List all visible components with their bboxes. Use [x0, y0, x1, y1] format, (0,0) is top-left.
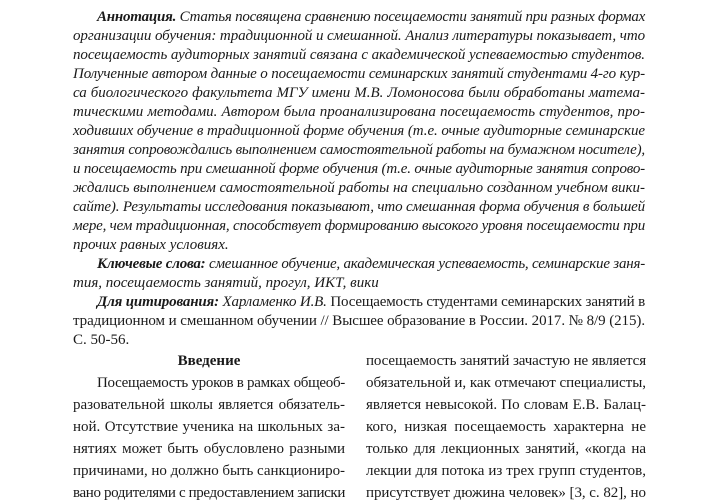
body-line: посещаемость занятий зачастую не является	[366, 353, 646, 369]
body-line: причинами, но должно быть санкциониро-	[73, 463, 345, 479]
body-line: кого, низкая посещаемость характерна не	[366, 419, 646, 435]
intro-right-column	[366, 350, 646, 504]
section-heading: Введение	[177, 353, 241, 369]
abstract-line: организации обучения: традиционной и смешанной. Анализ литературы показывает, что	[73, 28, 645, 44]
abstract-line: Полученные автором данные о посещаемости семинарских занятий студентами 4-го кур-	[73, 66, 645, 82]
keywords	[73, 255, 645, 293]
citation-author: Харламенко И.В.	[222, 294, 327, 310]
body-line: лекции для потока из трех групп студентов,	[366, 463, 646, 479]
abstract-line: ждались выполнением самостоятельной работы на специально созданном учебном вики-	[73, 180, 645, 196]
abstract-label: Аннотация.	[97, 9, 177, 25]
citation-line: Для цитирования: Харламенко И.В. Посещаемость студентами семинарских занятий в	[97, 294, 646, 310]
abstract-line: сайте). Результаты исследования показывают, что смешанная форма обучения в большей	[73, 199, 645, 215]
abstract-line: са биологического факультета МГУ имени М.В. Ломоносова были обработаны матема-	[73, 85, 645, 101]
citation	[73, 293, 645, 350]
abstract	[73, 8, 645, 350]
abstract-line: прочих равных условиях.	[73, 237, 229, 253]
abstract-line: тическими методами. Автором была проанализирована посещаемость студентов, про-	[73, 104, 645, 120]
abstract-line: занятия сопровождались выполнением самостоятельной работы на бумажном носителе),	[73, 142, 645, 158]
citation-line: С. 50-56.	[73, 332, 130, 348]
body-line: Посещаемость уроков в рамках общеоб-	[97, 375, 346, 391]
citation-label: Для цитирования:	[97, 294, 219, 310]
abstract-line: Аннотация. Статья посвящена сравнению посещаемости занятий при разных формах	[97, 9, 646, 25]
body-line: является невысокой. По словам Е.В. Балац-	[366, 397, 646, 413]
keywords-line: тия, посещаемость занятий, прогул, ИКТ, вики	[73, 275, 379, 291]
abstract-line: и посещаемость при смешанной форме обучения (т.е. очные аудиторные занятия сопрово-	[73, 161, 645, 177]
keywords-line: Ключевые слова: смешанное обучение, академическая успеваемость, семинарские заня-	[97, 256, 646, 272]
body-line: ной. Отсутствие ученика на школьных за-	[73, 419, 345, 435]
body-line: разовательной школы является обязатель-	[73, 397, 345, 413]
abstract-line: мере, чем традиционная, способствует формированию высокого уровня посещаемости при	[73, 218, 645, 234]
body-line: присутствует дюжина человек» [3, с. 82], но	[366, 485, 646, 501]
abstract-line: посещаемость аудиторных занятий связана с академической успеваемостью студентов.	[73, 47, 645, 63]
intro-left-column	[73, 350, 345, 504]
keywords-label: Ключевые слова:	[97, 256, 206, 272]
citation-line: традиционном и смешанном обучении // Высшее образование в России. 2017. № 8/9 (215).	[73, 313, 645, 329]
body-line: обязательной и, как отмечают специалисты,	[366, 375, 646, 391]
body-line: только для лекционных занятий, «когда на	[366, 441, 646, 457]
abstract-line: ходивших обучение в традиционной форме обучения (т.е. очные аудиторные семинарские	[73, 123, 646, 139]
body-line: вано родителями с предоставлением записки	[73, 485, 345, 501]
body-line: нятиях может быть обусловлено разными	[73, 441, 345, 457]
